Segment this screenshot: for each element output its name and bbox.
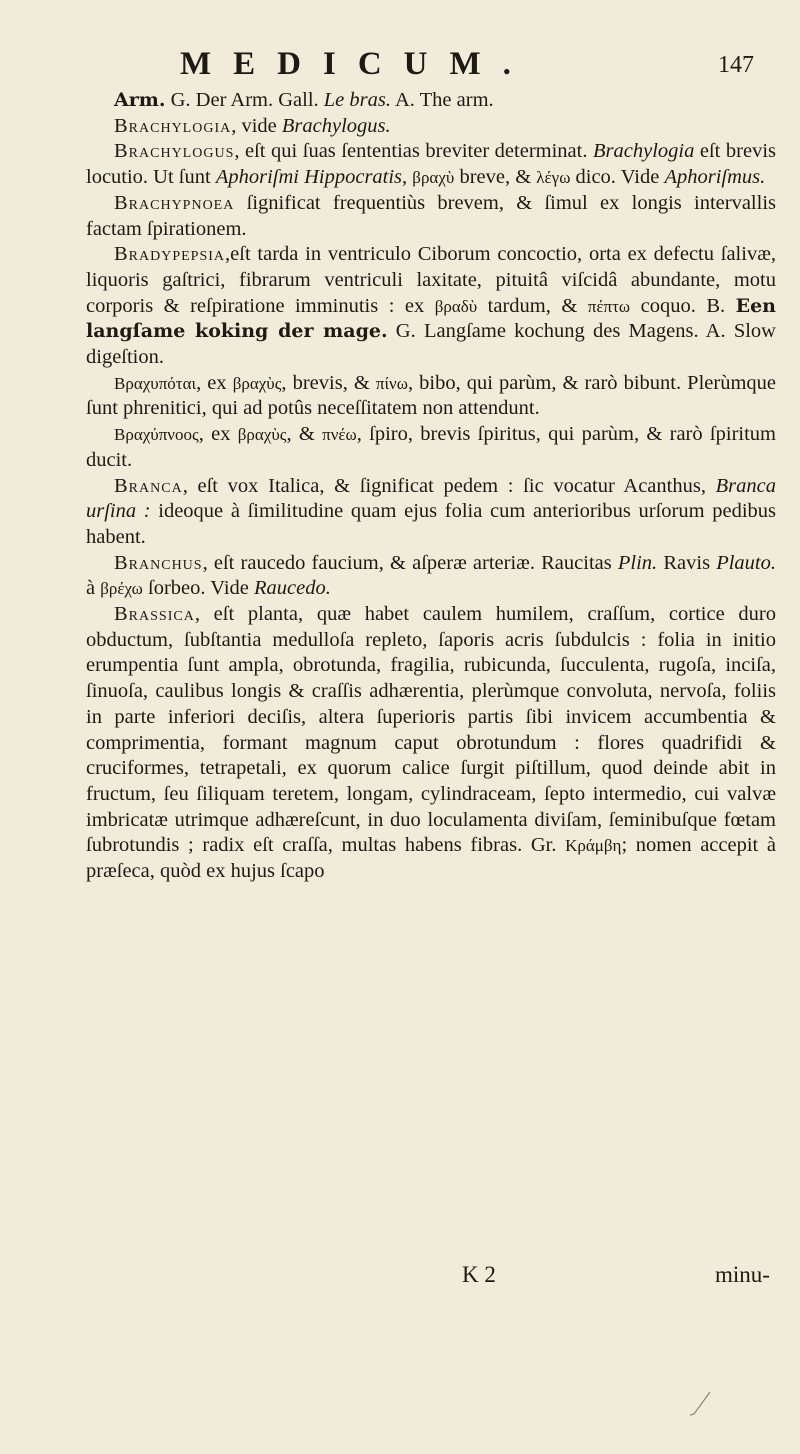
- entry-headword: Βραχυπόται: [114, 373, 197, 393]
- entry-text: Aphoriſmus.: [664, 166, 766, 189]
- entry-text: , eſt qui ſuas ſententias breviter determinat.: [234, 140, 593, 163]
- entry-text: ſorbeo. Vide: [142, 577, 254, 600]
- entry-text: ; nomen accepit à præſeca, quòd ex hujus ſcapo: [86, 834, 776, 883]
- entry-text: A. The arm.: [390, 89, 494, 111]
- entry-text: , eſt raucedo faucium, & aſperæ arteriæ. Raucitas: [202, 551, 618, 574]
- stray-pen-mark: [688, 1390, 714, 1418]
- entry-text: βραδὺ: [434, 296, 478, 316]
- entry-text: Κράμβη: [565, 836, 622, 856]
- entry-brachypnoos: [86, 422, 776, 473]
- entry-headword: Brachylogus: [114, 140, 235, 163]
- entry-text: Plin.: [617, 551, 658, 574]
- entry-headword: Branca: [114, 474, 183, 497]
- entry-text: dico. Vide: [570, 166, 665, 189]
- entry-text: Brachylogus.: [281, 114, 391, 137]
- entry-text: ſignificat frequentiùs brevem, & ſimul ex longis intervallis factam ſpirationem.: [86, 191, 776, 240]
- catchword: minu-: [715, 1262, 770, 1287]
- entry-headword: Branchus: [114, 551, 203, 574]
- entry-text: βραχὺ: [412, 168, 455, 188]
- entry-text: , bibo, qui parùm, & rarò bibunt. Plerùmque ſunt phrenitici, qui ad potûs neceſſitatem non attendunt.: [86, 371, 776, 420]
- entry-headword: Brachylogia: [114, 114, 232, 137]
- entry-brachypotae: [86, 371, 776, 422]
- entry-text: λέγω: [536, 168, 571, 188]
- entry-text: ,eſt tarda in ventriculo Ciborum concoctio, orta ex defectu ſalivæ, liquoris gaſtrici, fibrarum ventriculi laxitate, pituitâ viſcidâ abundante, motu corporis & reſpiratione imminutis : ex: [86, 243, 776, 317]
- entry-text: βραχὺς: [232, 373, 282, 393]
- entry-text: Aphoriſmi Hippocratis: [215, 166, 403, 189]
- entry-text: Raucedo.: [254, 577, 331, 600]
- entry-brachypnoea: [86, 191, 776, 242]
- entry-text: πνέω: [322, 425, 357, 445]
- entry-headword: Brachypnoea: [114, 191, 235, 214]
- running-head: MEDICUM.: [180, 46, 533, 82]
- entry-text: breve, &: [454, 166, 537, 189]
- entry-text: , eſt planta, quæ habet caulem humilem, craſſum, cortice duro obductum, ſubſtantia medulloſa repleto, ſaporis acris ſubdulcis : folia in initio erumpentia ſunt ampla, obrotunda, fragilia, rubicunda, ſucculenta, rugoſa, inciſa, ſinuoſa, caulibus longis & craſſis adhærentia, plerùmque convoluta, nervoſa, foliis in parte inferiori deciſis, altera ſuperioris partis ſibi invicem accumbentia & comprimentia, formant magnum caput obrotundum : flores quadrifidi & cruciformes, tetrapetali, ex quorum calice ſurgit piſtillum, quod deinde abit in fructum, ſeu ſiliquam teretem, longam, cylindraceam, ſepto intermedio, cui valvæ imbricatæ utrimque adhæreſcunt, in duo loculamenta diviſam, ſeminibuſque fœtam ſubrotundis ; radix eſt craſſa, multas habens fibras. Gr.: [86, 603, 776, 857]
- entry-arm: [86, 88, 776, 114]
- entry-text: , &: [286, 423, 323, 446]
- entry-brachylogus: [86, 139, 776, 190]
- entry-text: βρέχω: [100, 579, 143, 599]
- entry-text: , eſt vox Italica, & ſignificat pedem : ſic vocatur Acanthus,: [182, 474, 716, 497]
- page-footer: [0, 1262, 800, 1292]
- entry-text: Ravis: [657, 551, 717, 574]
- entry-text: ideoque à ſimilitudine quam ejus folia cum anterioribus urſorum pedibus habent.: [86, 500, 776, 548]
- entry-text: G. Der Arm. Gall.: [165, 89, 324, 111]
- entry-text: , ſpiro, brevis ſpiritus, qui parùm, & rarò ſpiritum ducit.: [86, 423, 776, 471]
- entry-headword: Arm.: [114, 89, 166, 111]
- entry-text: , ex: [196, 371, 233, 394]
- entry-text: ,: [402, 166, 413, 189]
- entry-text: tardum, &: [477, 294, 588, 317]
- entry-text: eſt brevis locutio. Ut ſunt: [86, 140, 776, 189]
- entry-text: πίνω: [375, 373, 408, 393]
- entry-text: G. Langſame kochung des Magens. A. Slow digeſtion.: [86, 320, 776, 369]
- dictionary-text: [86, 88, 776, 885]
- entry-text: Branca urſina :: [86, 474, 776, 523]
- entry-text: Le bras.: [323, 89, 391, 111]
- entry-text: Een langſame koking der mage.: [86, 294, 776, 343]
- entry-text: à: [86, 577, 101, 600]
- entry-branchus: [86, 551, 776, 602]
- entry-text: , ex: [198, 423, 238, 446]
- entry-branca: [86, 474, 776, 551]
- entry-text: Plauto.: [716, 551, 777, 574]
- entry-text: πέπτω: [587, 296, 631, 316]
- entry-text: βραχὺς: [237, 425, 287, 445]
- entry-brassica: [86, 602, 776, 885]
- entry-bradypepsia: [86, 242, 776, 371]
- entry-headword: Bradypepsia: [114, 243, 226, 266]
- signature-mark: K 2: [462, 1262, 496, 1287]
- entry-text: , brevis, &: [281, 371, 376, 394]
- page-header: [0, 46, 800, 90]
- entry-text: coquo. B.: [630, 294, 736, 317]
- entry-headword: Brassica: [114, 603, 195, 626]
- entry-text: , vide: [231, 114, 282, 137]
- entry-text: Brachylogia: [593, 140, 695, 163]
- entry-brachylogia: [86, 114, 776, 140]
- page-number: 147: [718, 52, 754, 78]
- entry-headword: Βραχύπνοος: [114, 425, 199, 445]
